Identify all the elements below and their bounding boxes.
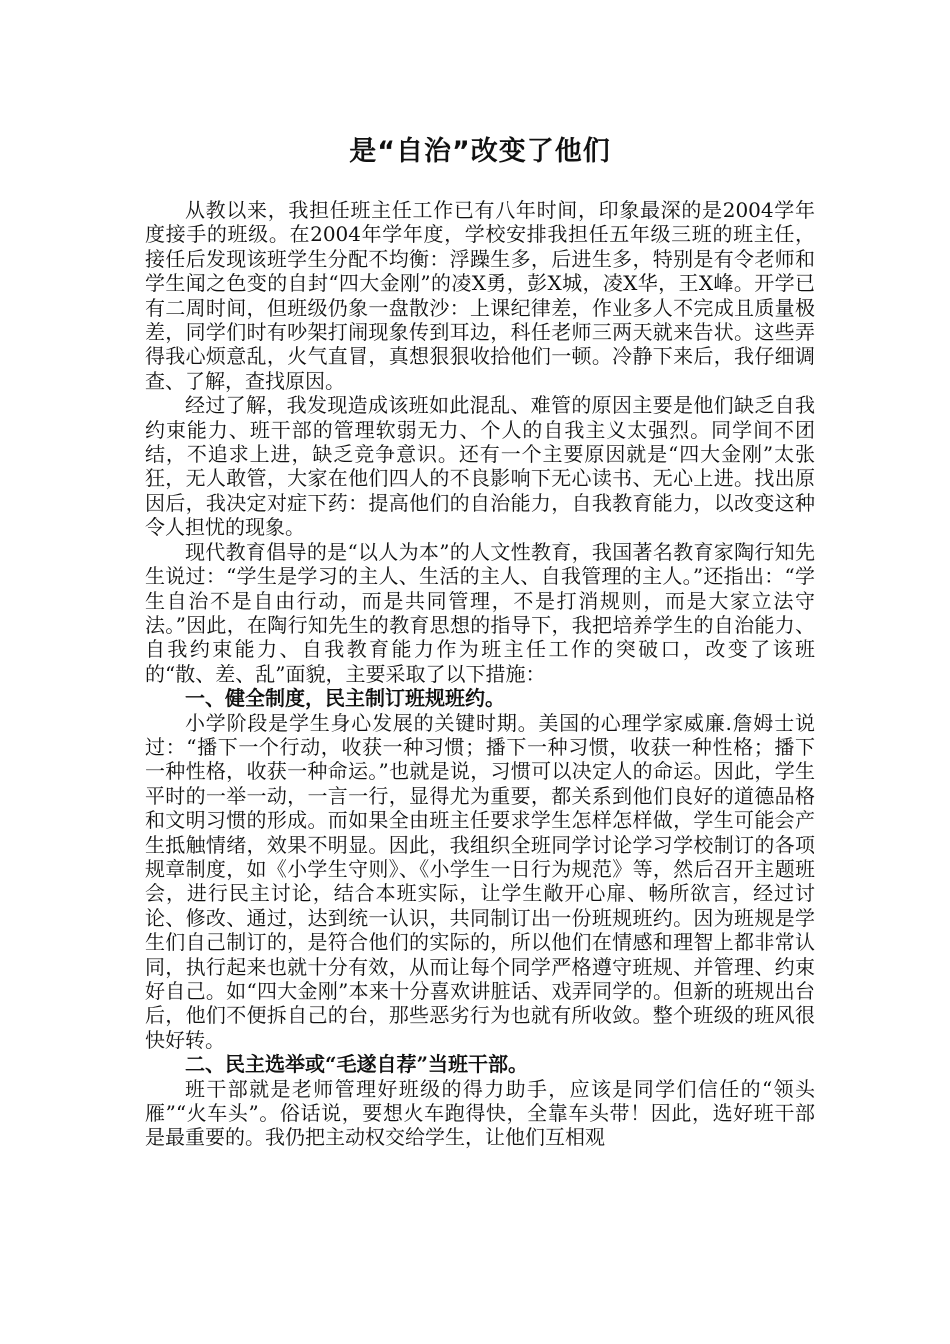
document-page [145,130,815,1150]
paragraph-education-theory: 现代教育倡导的是“以人为本”的人文性教育，我国著名教育家陶行知先生说过：“学生是学习的主人、生活的主人、自我管理的主人。”还指出：“学生自治不是自由行动，而是共同管理，不是打消规则，而是大家立法守法。”因此，在陶行知先生的教育思想的指导下，我把培养学生的自治能力、自我约束能力、自我教育能力作为班主任工作的突破口，改变了该班的“散、差、乱”面貌，主要采取了以下措施： [145,539,815,686]
paragraph-class-leaders: 班干部就是老师管理好班级的得力助手，应该是同学们信任的“领头雁”“火车头”。俗话说，要想火车跑得快，全靠车头带！因此，选好班干部是最重要的。我仍把主动权交给学生，让他们互相观 [145,1076,815,1150]
document-body [145,198,815,1150]
section-heading-1: 一、健全制度，民主制订班规班约。 [185,686,505,711]
paragraph-class-rules: 小学阶段是学生身心发展的关键时期。美国的心理学家威廉.詹姆士说过：“播下一个行动，收获一种习惯；播下一种习惯，收获一种性格；播下一种性格，收获一种命运。”也就是说，习惯可以决定人的命运。因此，学生平时的一举一动，一言一行，显得尤为重要，都关系到他们良好的道德品格和文明习惯的形成。而如果全由班主任要求学生怎样怎样做，学生可能会产生抵触情绪，效果不明显。因此，我组织全班同学讨论学习学校制订的各项规章制度，如《小学生守则》、《小学生一日行为规范》等，然后召开主题班会，进行民主讨论，结合本班实际，让学生敞开心扉、畅所欲言，经过讨论、修改、通过，达到统一认识，共同制订出一份班规班约。因为班规是学生们自己制订的，是符合他们的实际的，所以他们在情感和理智上都非常认同，执行起来也就十分有效，从而让每个同学严格遵守班规、并管理、约束好自己。如“四大金刚”本来十分喜欢讲脏话、戏弄同学的。但新的班规出台后，他们不便拆自己的台，那些恶劣行为也就有所收敛。整个班级的班风很快好转。 [145,710,815,1052]
paragraph-intro: 从教以来，我担任班主任工作已有八年时间，印象最深的是2004学年度接手的班级。在2004年学年度，学校安排我担任五年级三班的班主任，接任后发现该班学生分配不均衡：浮躁生多，后进生多，特别是有令老师和学生闻之色变的自封“四大金刚”的凌X勇，彭X城，凌X华，王X峰。开学已有二周时间，但班级仍象一盘散沙：上课纪律差，作业多人不完成且质量极差，同学们时有吵架打闹现象传到耳边，科任老师三两天就来告状。这些弄得我心烦意乱，火气直冒，真想狠狠收拾他们一顿。冷静下来后，我仔细调查、了解，查找原因。 [145,198,815,393]
document-title: 是“自治”改变了他们 [349,136,611,167]
paragraph-analysis: 经过了解，我发现造成该班如此混乱、难管的原因主要是他们缺乏自我约束能力、班干部的管理软弱无力、个人的自我主义太强烈。同学间不团结，不追求上进，缺乏竞争意识。还有一个主要原因就是“四大金刚”太张狂，无人敢管，大家在他们四人的不良影响下无心读书、无心上进。找出原因后，我决定对症下药：提高他们的自治能力，自我教育能力，以改变这种令人担忧的现象。 [145,393,815,540]
section-heading-2: 二、民主选举或“毛遂自荐”当班干部。 [185,1052,529,1077]
